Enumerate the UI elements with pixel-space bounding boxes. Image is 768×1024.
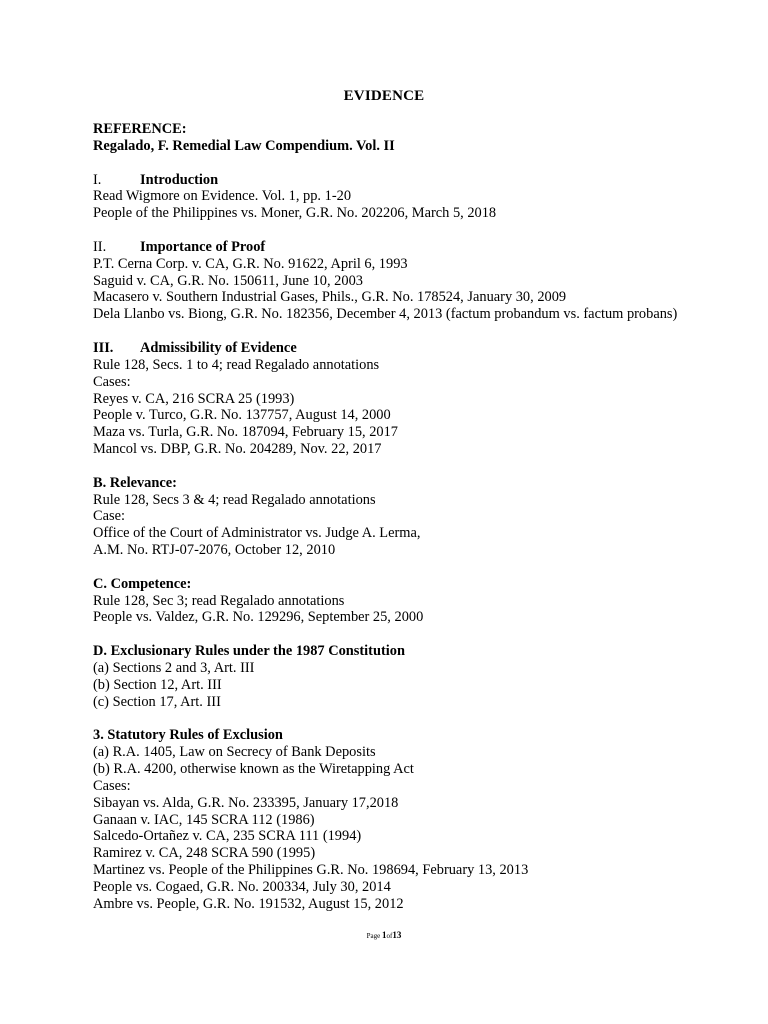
list-item: (c) Section 17, Art. III: [93, 693, 221, 710]
list-item: A.M. No. RTJ-07-2076, October 12, 2010: [93, 542, 336, 559]
section-heading-relevance: B. Relevance:: [93, 474, 177, 491]
spacer: [93, 458, 683, 475]
spacer: [93, 222, 683, 239]
list-item: Ganaan v. IAC, 145 SCRA 112 (1986): [93, 811, 315, 828]
list-item: Reyes v. CA, 216 SCRA 25 (1993): [93, 390, 295, 407]
section-title: Introduction: [140, 171, 219, 188]
of-label: of: [386, 932, 393, 940]
spacer: [93, 323, 683, 340]
list-item: Cases:: [93, 373, 131, 390]
list-item: Rule 128, Secs 3 & 4; read Regalado annotations: [93, 491, 376, 508]
list-item: Case:: [93, 508, 125, 525]
page-label: Page: [366, 932, 381, 940]
list-item: (a) Sections 2 and 3, Art. III: [93, 660, 255, 676]
list-item: P.T. Cerna Corp. v. CA, G.R. No. 91622, April 6, 1993: [93, 255, 408, 272]
section-heading-statutory-rules: 3. Statutory Rules of Exclusion: [93, 727, 283, 744]
document-body: [93, 121, 683, 913]
list-item: Sibayan vs. Alda, G.R. No. 233395, January 17,2018: [93, 794, 399, 811]
document-title: EVIDENCE: [343, 88, 425, 104]
section-number: II.: [93, 238, 107, 255]
section-number: I.: [93, 171, 102, 188]
list-item: Macasero v. Southern Industrial Gases, Phils., G.R. No. 178524, January 30, 2009: [93, 289, 567, 306]
list-item: People v. Turco, G.R. No. 137757, August 14, 2000: [93, 407, 391, 424]
list-item: Cases:: [93, 777, 131, 794]
reference-heading: REFERENCE:: [93, 121, 187, 137]
spacer: [93, 711, 683, 728]
list-item: Salcedo-Ortañez v. CA, 235 SCRA 111 (1994): [93, 828, 362, 845]
list-item: Read Wigmore on Evidence. Vol. 1, pp. 1-20: [93, 188, 352, 205]
list-item: (b) Section 12, Art. III: [93, 676, 222, 693]
list-item: (a) R.A. 1405, Law on Secrecy of Bank Deposits: [93, 744, 376, 761]
section-title: Admissibility of Evidence: [140, 339, 297, 356]
list-item: Ambre vs. People, G.R. No. 191532, August 15, 2012: [93, 895, 404, 912]
section-heading-exclusionary-rules: D. Exclusionary Rules under the 1987 Constitution: [93, 643, 405, 660]
list-item: Martinez vs. People of the Philippines G.R. No. 198694, February 13, 2013: [93, 862, 529, 879]
section-number: III.: [93, 339, 114, 356]
section-heading-importance-of-proof: [93, 239, 683, 256]
list-item: People of the Philippines vs. Moner, G.R. No. 202206, March 5, 2018: [93, 205, 497, 222]
list-item: (b) R.A. 4200, otherwise known as the Wiretapping Act: [93, 761, 414, 778]
list-item: Ramirez v. CA, 248 SCRA 590 (1995): [93, 845, 316, 862]
list-item: People vs. Cogaed, G.R. No. 200334, July 30, 2014: [93, 878, 391, 895]
page-footer: [0, 930, 768, 941]
list-item: Rule 128, Secs. 1 to 4; read Regalado annotations: [93, 356, 380, 373]
list-item: Office of the Court of Administrator vs. Judge A. Lerma,: [93, 525, 421, 542]
section-heading-admissibility: [93, 340, 683, 357]
spacer: [93, 559, 683, 576]
list-item: Rule 128, Sec 3; read Regalado annotations: [93, 592, 345, 609]
page-total: 13: [392, 930, 402, 940]
section-heading-competence: C. Competence:: [93, 575, 192, 592]
reference-text: Regalado, F. Remedial Law Compendium. Vol. II: [93, 137, 395, 154]
section-title: Importance of Proof: [140, 238, 266, 255]
list-item: Saguid v. CA, G.R. No. 150611, June 10, 2003: [93, 272, 363, 289]
list-item: Maza vs. Turla, G.R. No. 187094, February 15, 2017: [93, 424, 398, 441]
spacer: [93, 155, 683, 172]
section-heading-introduction: [93, 172, 683, 189]
list-item: Mancol vs. DBP, G.R. No. 204289, Nov. 22, 2017: [93, 441, 382, 458]
list-item: Dela Llanbo vs. Biong, G.R. No. 182356, December 4, 2013 (factum probandum vs. factum probans): [93, 306, 678, 323]
list-item: People vs. Valdez, G.R. No. 129296, September 25, 2000: [93, 609, 424, 626]
spacer: [93, 626, 683, 643]
page-current: 1: [382, 930, 387, 940]
